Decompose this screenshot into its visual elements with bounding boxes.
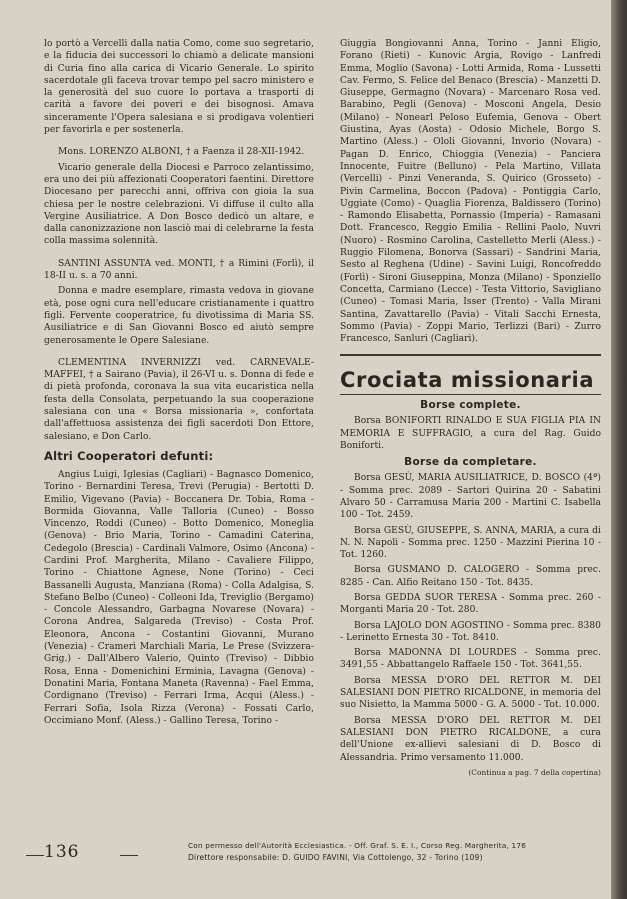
imprint <box>188 840 608 864</box>
obituary-heading: SANTINI ASSUNTA ved. MONTI, † a Rimini (Forlì), il 18-II u. s. a 70 anni. <box>44 258 314 282</box>
borse-da-completare-heading: Borse da completare. <box>404 456 537 469</box>
title-underline <box>340 394 601 395</box>
dash-left <box>26 855 44 856</box>
borsa-entry: Borsa MADONNA DI LOURDES - Somma prec. 3491,55 - Abbattangelo Raffaele 150 - Tot. 3641,55. <box>340 648 601 671</box>
page-footer <box>44 838 604 878</box>
imprint-line-2: Direttore responsabile: D. GUIDO FAVINI, Via Cottolengo, 32 - Torino (109) <box>188 853 483 862</box>
borsa-entry: Borsa GESÙ, MARIA AUSILIATRICE, D. BOSCO (4ª) - Somma prec. 2089 - Sartori Quirina 20 - Sabatini Alvaro 50 - Carramusa Maria 200 - Martini C. Isabella 100 - Tot. 2459. <box>340 473 601 521</box>
crociata-title: Crociata missionaria <box>340 368 595 393</box>
page-edge-shadow <box>611 0 627 899</box>
borsa-entry: Borsa GEDDA SUOR TERESA - Somma prec. 260 - Morganti Maria 20 - Tot. 280. <box>340 592 601 616</box>
obituary-heading: Mons. LORENZO ALBONI, † a Faenza il 28-XII-1942. <box>58 147 305 158</box>
borse-list <box>340 472 601 764</box>
right-column <box>340 38 601 782</box>
section-divider <box>340 354 601 356</box>
borse-complete-heading: Borse complete. <box>420 399 521 412</box>
borsa-entry: Borsa MESSA D'ORO DEL RETTOR M. DEI SALESIANI DON PIETRO RICALDONE, in memoria del suo Nisietto, la Mamma 5000 - G. A. 5000 - Tot. 10.000. <box>340 675 601 711</box>
borsa-entry: Borsa MESSA D'ORO DEL RETTOR M. DEI SALESIANI DON PIETRO RICALDONE, a cura dell'Unione ex-allievi salesiani di D. Bosco di Alessandria. Primo versamento 11.000. <box>340 715 601 763</box>
deceased-list: Angius Luigi, Iglesias (Cagliari) - Bagnasco Domenico, Torino - Bernardini Teresa, Trevi (Perugia) - Bertotti D. Emilio, Vigevano (Pavia) - Boccanera Dr. Tobia, Roma - Bormida Giovanna, Valle Talloria (Cuneo) - Bosso Vincenzo, Roddi (Cuneo) - Botto Domenico, Moneglia (Genova) - Brio Maria, Torino - Camadini Caterina, Cedegolo (Brescia) - Cardinali Valmore, Osimo (Ancona) - Cardini Prof. Margherita, Milano - Cavaliere Filippo, Torino - Chiattone Agnese, None (Torino) - Ceci Bassanelli Augusta, Manziana (Roma) - Colla Adalgisa, S. Stefano Belbo (Cuneo) - Colleoni Ida, Treviglio (Bergamo) - Concole Alessandro, Garbagna Novarese (Novara) - Corona Andrea, Salgareda (Treviso) - Costa Prof. Eleonora, Ancona - Costantini Giovanni, Murano (Venezia) - Cramerì Marchiali Maria, Le Prese (Svizzera-Grig.) - Dall'Albero Valerio, Quinto (Treviso) - Dibbio Rosa, Enna - Domenichini Erminia, Lavagna (Genova) - Donatini Maria, Fontana Maneta (Ravenna) - Fael Emma, Cordignano (Treviso) - Ferrari Irma, Acqui (Aless.) - Ferrari Sofia, Isola Rizza (Verona) - Fossati Carlo, Occimiano Monf. (Aless.) - Gallino Teresa, Torino - <box>44 469 314 726</box>
continued-note: (Continua a pag. 7 della copertina) <box>468 767 601 777</box>
paragraph: Donna e madre esemplare, rimasta vedova in giovane età, pose ogni cura nell'educare cristianamente i quattro figli. Fervente cooperatrice, fu divotissima di Maria SS. Ausiliatrice e di San Giovanni Bosco ed aiutò sempre generosamente le Opere Salesiane. <box>44 286 314 346</box>
paragraph: Vicario generale della Diocesi e Parroco zelantissimo, era uno dei più affezionati Cooperatori faentini. Direttore Diocesano per parecchi anni, offriva con gioia la sua chiesa per le nostre celebrazioni. Vi diffuse il culto alla Vergine Ausiliatrice. A Don Bosco dedicò un altare, e dalla canonizzazione non lasciò mai di celebrarne la festa colla massima solennità. <box>44 162 314 247</box>
borsa-entry: Borsa GUSMANO D. CALOGERO - Somma prec. 8285 - Can. Alfio Reitano 150 - Tot. 8435. <box>340 565 601 588</box>
dash-right <box>120 855 138 856</box>
paragraph: CLEMENTINA INVERNIZZI ved. CARNEVALE-MAFFEI, † a Sairano (Pavia), il 26-VI u. s. Donna di fede e di pietà profonda, coronava la sua vita eucaristica nella festa della Consolata, perpetuando la sua cooperazione salesiana con una « Borsa missionaria », confortata dall'affettuosa assistenza dei figli sacerdoti Don Ettore, salesiano, e Don Carlo. <box>44 357 314 442</box>
borsa-entry: Borsa BONIFORTI RINALDO E SUA FIGLIA PIA IN MEMORIA E SUFFRAGIO, a cura del Rag. Guido Boniforti. <box>340 416 601 452</box>
borsa-entry: Borsa LAJOLO DON AGOSTINO - Somma prec. 8380 - Lerinetto Ernesta 30 - Tot. 8410. <box>340 620 601 643</box>
paragraph: lo portò a Vercelli dalla natia Como, come suo segretario, e la fiducia dei successori lo chiamò a delicate mansioni di Curia fino alla carica di Vicario Generale. Lo spirito sacerdotale gli faceva trovar tempo pel sacro ministero e la generosità del suo cuore lo portava a trasporti di carità a favore dei poveri e dei bisognosi. Amava sinceramente l'Opera salesiana e si prodigava volentieri per favorirla e per sostenerla. <box>44 39 314 136</box>
section-heading: Altri Cooperatori defunti: <box>44 448 214 463</box>
imprint-line-1: Con permesso dell'Autorità Ecclesiastica. - Off. Graf. S. E. I., Corso Reg. Margherita, 176 <box>188 841 527 850</box>
left-column <box>44 38 314 730</box>
borsa-entry: Borsa GESÙ, GIUSEPPE, S. ANNA, MARIA, a cura di N. N. Napoli - Somma prec. 1250 - Mazzini Pierina 10 - Tot. 1260. <box>340 525 601 561</box>
page-number: 136 <box>44 842 80 862</box>
deceased-list-continued: Giuggia Bongiovanni Anna, Torino - Janni Eligio, Forano (Rieti) - Kunovic Argia, Rovigo - Lanfredi Emma, Moglio (Savona) - Lotti Armida, Roma - Lussetti Cav. Fermo, S. Felice del Benaco (Brescia) - Manzetti D. Giuseppe, Germagno (Novara) - Marcenaro Rosa ved. Barabino, Pegli (Genova) - Mosconi Angela, Desio (Milano) - Nonearl Peloso Eufemia, Genova - Obert Giustina, Ayas (Aosta) - Odosio Michele, Borgo S. Martino (Aless.) - Ololi Giovanni, Invorio (Novara) - Pagan D. Enrico, Chioggia (Venezia) - Panciera Innocente, Fuitre (Belluno) - Pela Martino, Villata (Vercelli) - Pinzi Veneranda, S. Quirico (Grosseto) - Pivin Carmelina, Boccon (Padova) - Pontiggia Carlo, Uggiate (Como) - Quaglia Fiorenza, Baldissero (Torino) - Ramondo Elisabetta, Pornassio (Imperia) - Ramasani Dott. Francesco, Reggio Emilia - Rellini Paolo, Nuvri (Nuoro) - Rosmino Carolina, Castelletto Merli (Aless.) - Ruggio Filomena, Bonorva (Sassari) - Sandrini Maria, Sesto al Reghena (Udine) - Savini Luigi, Roncofreddo (Forlì) - Sironi Giuseppina, Monza (Milano) - Sponziello Concetta, Carmiano (Lecce) - Testa Vittorio, Savigliano (Cuneo) - Tomasi Maria, Isser (Trento) - Valla Mirani Santina, Zavattarello (Pavia) - Vitali Sacchi Ernesta, Sommo (Pavia) - Zoppi Mario, Terlizzi (Bari) - Zurro Francesco, Sanluri (Cagliari). <box>340 39 601 345</box>
